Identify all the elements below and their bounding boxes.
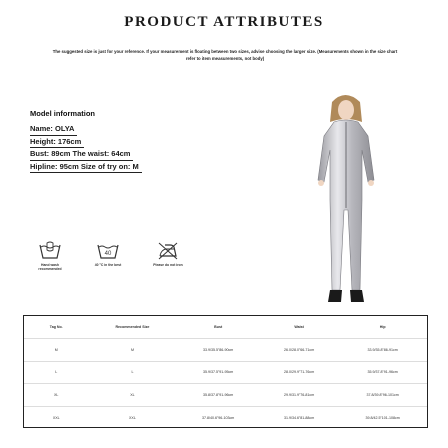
model-info-title: Model information: [30, 109, 95, 118]
table-cell: 39.8/42.5"101-108cm: [365, 415, 400, 420]
table-cell: 31.9/34.6"81-88cm: [283, 415, 315, 420]
table-cell: XXL: [52, 415, 60, 420]
care-instructions: [30, 240, 220, 290]
table-cell: XL: [54, 392, 59, 397]
care-no-iron: [148, 240, 188, 267]
model-bust-waist: Bust: 89cm The waist: 64cm: [30, 148, 133, 161]
table-header-tag: Tag No.: [49, 325, 63, 329]
model-name: Name: OLYA: [30, 123, 77, 136]
table-cell: M: [54, 347, 58, 352]
table-row: [24, 384, 427, 407]
care-hand-wash: [30, 240, 70, 271]
table-cell: 33.9/35.8"86-91cm: [367, 347, 398, 352]
product-photo: [270, 90, 420, 305]
table-header-bust: Bust: [214, 325, 223, 329]
svg-text:40: 40: [104, 251, 112, 257]
care-wash-40: [88, 240, 128, 267]
model-height: Height: 176cm: [30, 136, 84, 149]
table-cell: 33.9/35.5"86-90cm: [203, 347, 234, 352]
table-cell: XL: [130, 392, 135, 397]
hand-wash-icon: [39, 240, 61, 260]
wash-40-icon: [97, 240, 119, 260]
table-header-recommended: Recommended Size: [115, 325, 150, 329]
no-iron-icon: [157, 240, 179, 260]
table-cell: L: [55, 370, 58, 375]
table-row: [24, 339, 427, 362]
model-info: [30, 109, 230, 173]
table-row: [24, 361, 427, 384]
table-cell: 29.9/31.9"76-81cm: [283, 392, 315, 397]
care-wash-40-label: 40 °C in the best: [94, 263, 122, 267]
model-hipline-size: Hipline: 95cm Size of try on: M: [30, 161, 142, 174]
size-chart: [23, 315, 428, 428]
page-title: PRODUCT ATTRIBUTES: [124, 14, 324, 30]
table-cell: 35.8/37.8"91-96cm: [203, 392, 234, 397]
table-header-waist: Waist: [294, 325, 304, 329]
table-cell: M: [130, 347, 134, 352]
care-hand-wash-label: Hand wash recommended: [38, 263, 62, 272]
care-no-iron-label: Please do not iron: [153, 263, 183, 267]
table-cell: 35.9/37.5"91-95cm: [203, 370, 234, 375]
table-cell: 35.9/37.8"91-96cm: [367, 370, 398, 375]
table-cell: 37.8/40.6"96-103cm: [202, 415, 235, 420]
table-cell: XXL: [129, 415, 136, 420]
size-table: [24, 316, 427, 429]
table-row: [24, 406, 427, 429]
size-notice: The suggested size is just for your reference. If your measurement is floating between two sizes, advise choosing the larger size. (Measurements shown in the size chart refer to item measurements, not body): [52, 49, 398, 61]
table-header-hip: Hip: [379, 325, 386, 329]
table-cell: 26.0/28.0"66-71cm: [283, 347, 315, 352]
table-cell: 28.0/29.9"71-76cm: [283, 370, 315, 375]
table-cell: 37.8/39.8"96-101cm: [366, 392, 399, 397]
table-cell: L: [131, 370, 134, 375]
